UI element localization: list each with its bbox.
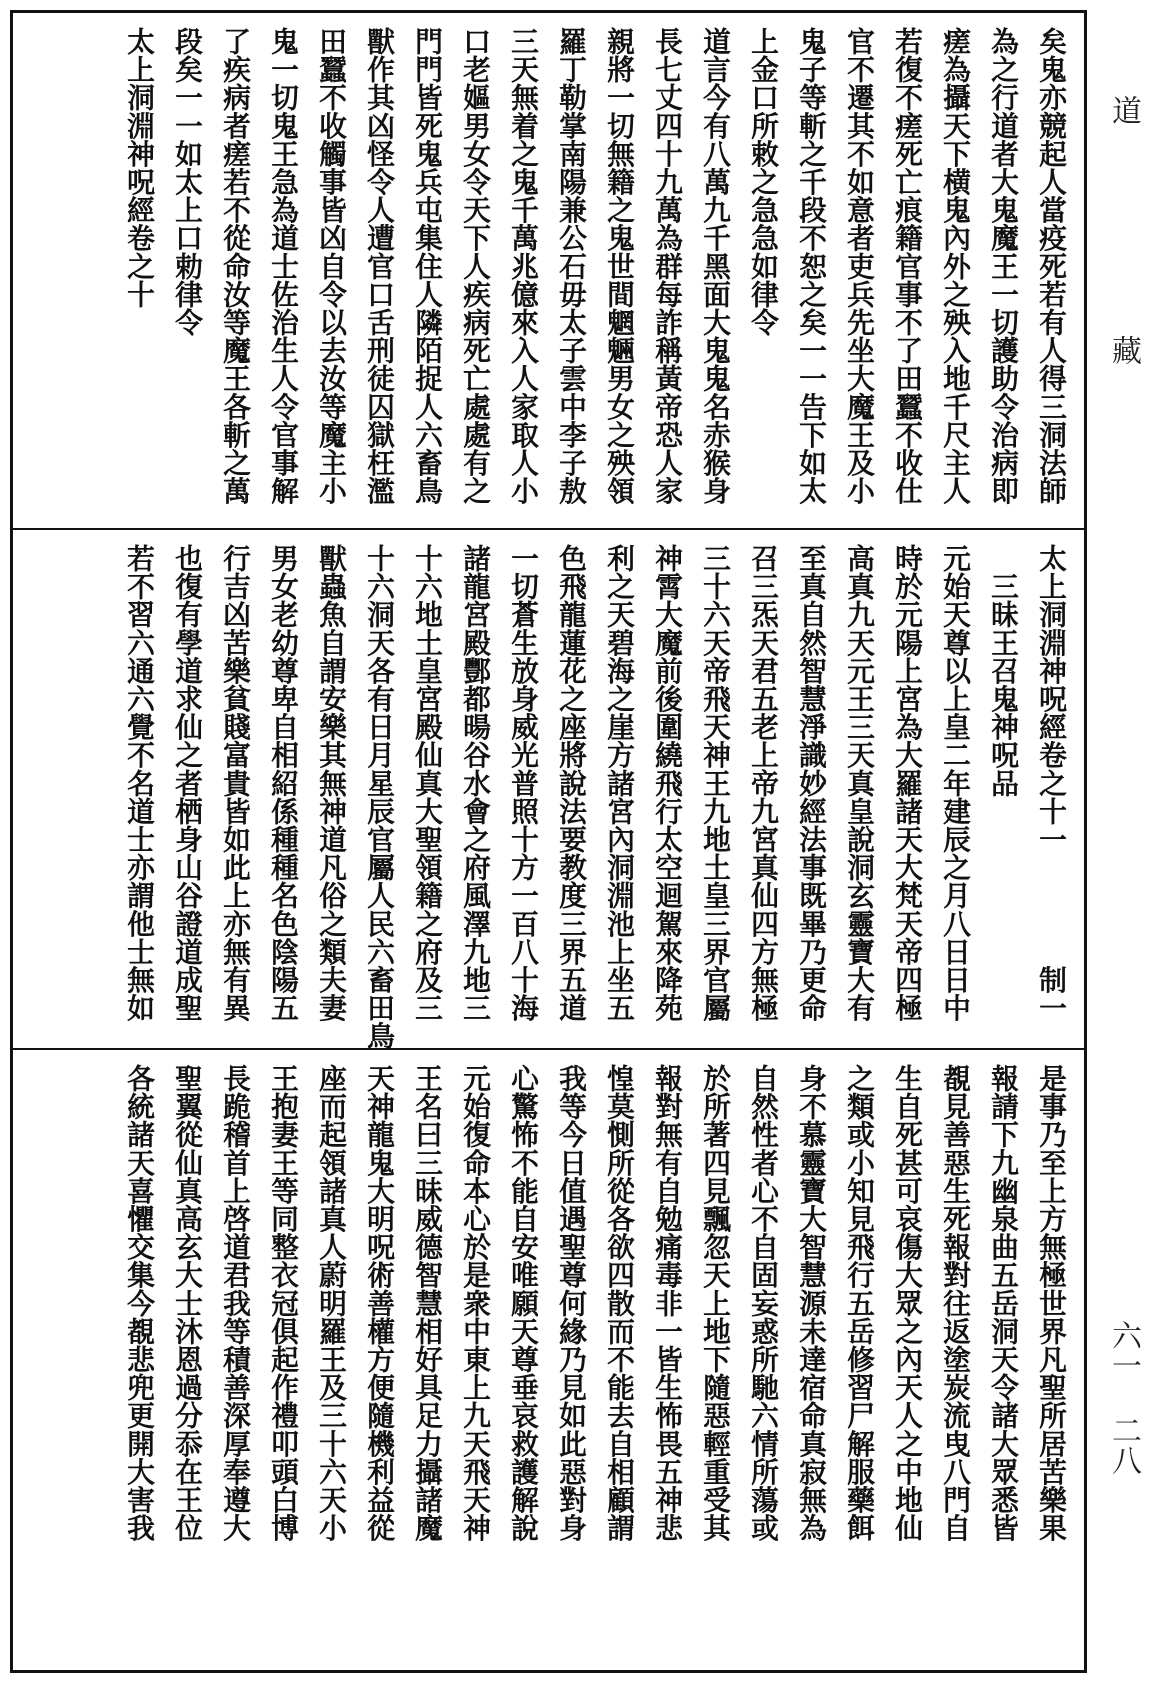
- page-frame: [10, 10, 1087, 1673]
- text-column: 報請下九幽泉曲五岳洞天令諸大眾悉皆: [986, 1064, 1019, 1542]
- text-column: 了疾病者瘥若不從命汝等魔王各斬之萬: [218, 27, 251, 505]
- text-column: 高真九天元王三天真皇說洞玄靈寶大有: [842, 544, 875, 1022]
- text-column: 王名曰三昧威德智慧相好具足力攝諸魔: [410, 1064, 443, 1542]
- text-column: 我等今日值遇聖尊何緣乃見如此惡對身: [554, 1064, 587, 1542]
- text-column: 三十六天帝飛天神王九地土皇三界官屬: [698, 544, 731, 1022]
- text-column: 報對無有自勉痛毒非一皆生怖畏五神悲: [650, 1064, 683, 1542]
- text-column: 諸龍宮殿酆都暘谷水會之府風澤九地三: [458, 544, 491, 1022]
- text-column: 也復有學道求仙之者栖身山谷證道成聖: [170, 544, 203, 1022]
- text-column: 獸蟲魚自謂安樂其無神道凡俗之類夫妻: [314, 544, 347, 1022]
- text-column: 元始天尊以上皇二年建辰之月八日日中: [938, 544, 971, 1022]
- text-column: 段矣一一如太上口勅律令: [170, 27, 203, 337]
- text-column: 瘥為攝天下横鬼內外之殃入地千尺主人: [938, 27, 971, 505]
- text-column: 三天無着之鬼千萬兆億來入人家取人小: [506, 27, 539, 505]
- text-column: 口老嫗男女令天下人疾病死亡處處有之: [458, 27, 491, 505]
- lower-register: [13, 1050, 1084, 1670]
- text-column: 利之天碧海之崖方諸宮內洞淵池上坐五: [602, 544, 635, 1022]
- text-column: 聖翼從仙真高玄大士沐恩過分忝在王位: [170, 1064, 203, 1542]
- text-column: 天神龍鬼大明呪術善權方便隨機利益從: [362, 1064, 395, 1542]
- text-column: 十六地土皇宮殿仙真大聖領籍之府及三: [410, 544, 443, 1022]
- text-column: 三昧王召鬼神呪品: [986, 544, 1019, 797]
- text-column: 神霄大魔前後圍繞飛行太空迴駕來降苑: [650, 544, 683, 1022]
- text-column: 田蠶不收觸事皆凶自令以去汝等魔主小: [314, 27, 347, 505]
- text-column: 男女老幼尊卑自相紹係種種名色陰陽五: [266, 544, 299, 1022]
- text-column: 行吉凶苦樂貧賤富貴皆如此上亦無有異: [218, 544, 251, 1022]
- text-column: 官不遷其不如意者吏兵先坐大魔王及小: [842, 27, 875, 505]
- text-column: 若復不瘥死亡痕籍官事不了田蠶不收仕: [890, 27, 923, 505]
- text-column: 門門皆死鬼兵屯集住人隣陌捉人六畜鳥: [410, 27, 443, 505]
- text-column: 羅丁勒掌南陽兼公石毋太子雲中李子敖: [554, 27, 587, 505]
- text-column: 座而起領諸真人蔚明羅王及三十六天小: [314, 1064, 347, 1542]
- upper-register: [13, 13, 1084, 528]
- text-column: 於所著四見飄忽天上地下隨惡輕重受其: [698, 1064, 731, 1542]
- text-column: 為之行道者大鬼魔王一切護助令治病即: [986, 27, 1019, 505]
- text-column: 鬼一切鬼王急為道士佐治生人令官事解: [266, 27, 299, 505]
- page-number: 六一 二八: [1106, 1320, 1141, 1475]
- text-column: 惶莫惻所從各欲四散而不能去自相顧謂: [602, 1064, 635, 1542]
- text-column: 矣鬼亦競起人當疫死若有人得三洞法師: [1034, 27, 1067, 505]
- text-column: 至真自然智慧淨識妙經法事既畢乃更命: [794, 544, 827, 1022]
- text-column: 親將一切無籍之鬼世間魍魎男女之殃領: [602, 27, 635, 505]
- text-column: 色飛龍蓮花之座將說法要教度三界五道: [554, 544, 587, 1022]
- text-column: 上金口所敕之急急如律令: [746, 27, 779, 337]
- text-column: 若不習六通六覺不名道士亦謂他士無如: [122, 544, 155, 1022]
- text-column: 長跪稽首上啓道君我等積善深厚奉遵大: [218, 1064, 251, 1542]
- text-column: 心驚怖不能自安唯願天尊垂哀救護解說: [506, 1064, 539, 1542]
- text-column: 覩見善惡生死報對往返塗炭流曳八門自: [938, 1064, 971, 1542]
- margin-label-middle: 藏: [1106, 335, 1141, 365]
- text-column: 各統諸天喜懼交集今覩悲兜更開大害我: [122, 1064, 155, 1542]
- middle-register: [13, 530, 1084, 1048]
- text-column: 獸作其凶怪令人遭官口舌刑徒囚獄枉濫: [362, 27, 395, 505]
- text-column: 一切蒼生放身威光普照十方一百八十海: [506, 544, 539, 1022]
- text-column: 召三炁天君五老上帝九宮真仙四方無極: [746, 544, 779, 1022]
- text-column: 王抱妻王等同整衣冠俱起作禮叩頭白博: [266, 1064, 299, 1542]
- text-column: 道言今有八萬九千黑面大鬼鬼名赤猴身: [698, 27, 731, 505]
- text-column: 鬼子等斬之千段不恕之矣一一告下如太: [794, 27, 827, 505]
- text-column: 十六洞天各有日月星辰官屬人民六畜田鳥: [362, 544, 395, 1050]
- text-column: 身不慕靈寶大智慧源未達宿命真寂無為: [794, 1064, 827, 1542]
- text-column: 之類或小知見飛行五岳修習尸解服藥餌: [842, 1064, 875, 1542]
- text-column: 元始復命本心於是衆中東上九天飛天神: [458, 1064, 491, 1542]
- text-column: 生自死甚可哀傷大眾之內天人之中地仙: [890, 1064, 923, 1542]
- margin-label-top: 道: [1106, 95, 1141, 125]
- text-column: 長七丈四十九萬為群每詐稱黃帝恐人家: [650, 27, 683, 505]
- text-column: 太上洞淵神呪經卷之十一 制一: [1034, 544, 1067, 1022]
- text-column: 時於元陽上宮為大羅諸天大梵天帝四極: [890, 544, 923, 1022]
- text-column: 自然性者心不自固妄惑所馳六情所蕩或: [746, 1064, 779, 1542]
- text-column: 是事乃至上方無極世界凡聖所居苦樂果: [1034, 1064, 1067, 1542]
- text-column: 太上洞淵神呪經卷之十: [122, 27, 155, 308]
